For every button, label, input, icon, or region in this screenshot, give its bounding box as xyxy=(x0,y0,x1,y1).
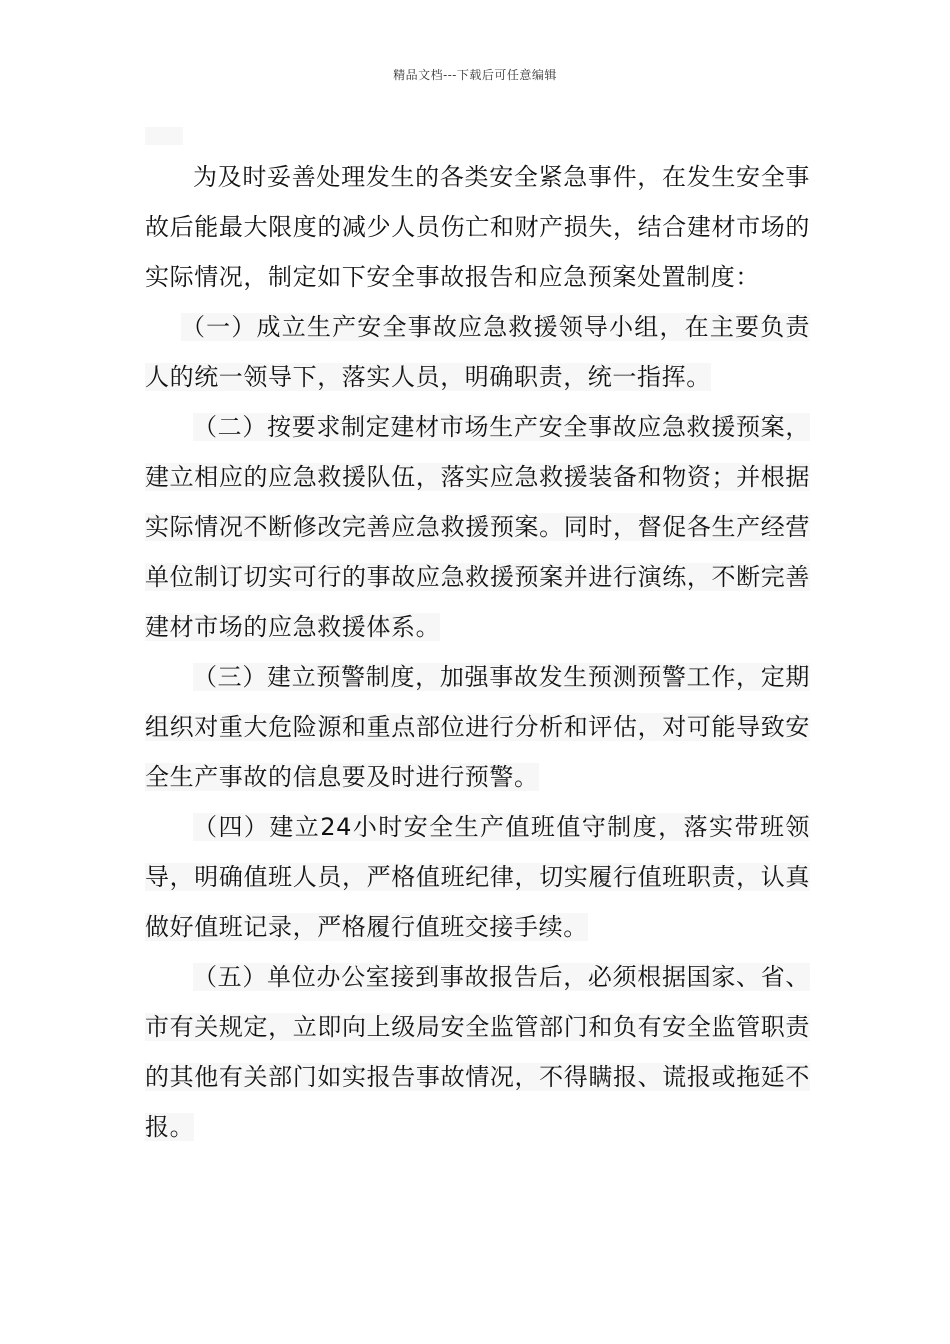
item-text-4: （四）建立24小时安全生产值班值守制度，落实带班领导，明确值班人员，严格值班纪律，切实履行值班职责，认真做好值班记录，严格履行值班交接手续。 xyxy=(145,813,810,941)
page-header: 精品文档---下载后可任意编辑 xyxy=(393,68,557,82)
document-body xyxy=(145,152,810,1152)
item-text-3: （三）建立预警制度，加强事故发生预测预警工作，定期组织对重大危险源和重点部位进行分析和评估，对可能导致安全生产事故的信息要及时进行预警。 xyxy=(145,663,810,791)
item-paragraph-2 xyxy=(145,402,810,652)
item-paragraph-1 xyxy=(145,302,810,402)
item-text-2: （二）按要求制定建材市场生产安全事故应急救援预案，建立相应的应急救援队伍，落实应急救援装备和物资；并根据实际情况不断修改完善应急救援预案。同时，督促各生产经营单位制订切实可行的事故应急救援预案并进行演练，不断完善建材市场的应急救援体系。 xyxy=(145,413,810,641)
blank-line-mark xyxy=(145,127,183,145)
intro-paragraph: 为及时妥善处理发生的各类安全紧急事件，在发生安全事故后能最大限度的减少人员伤亡和财产损失，结合建材市场的实际情况，制定如下安全事故报告和应急预案处置制度： xyxy=(145,163,810,291)
item-text-1: （一）成立生产安全事故应急救援领导小组，在主要负责人的统一领导下，落实人员，明确职责，统一指挥。 xyxy=(145,313,810,391)
item-paragraph-5 xyxy=(145,952,810,1152)
item-paragraph-3 xyxy=(145,652,810,802)
item-paragraph-4 xyxy=(145,802,810,952)
item-text-5: （五）单位办公室接到事故报告后，必须根据国家、省、市有关规定，立即向上级局安全监管部门和负有安全监管职责的其他有关部门如实报告事故情况，不得瞒报、谎报或拖延不报。 xyxy=(145,963,810,1141)
